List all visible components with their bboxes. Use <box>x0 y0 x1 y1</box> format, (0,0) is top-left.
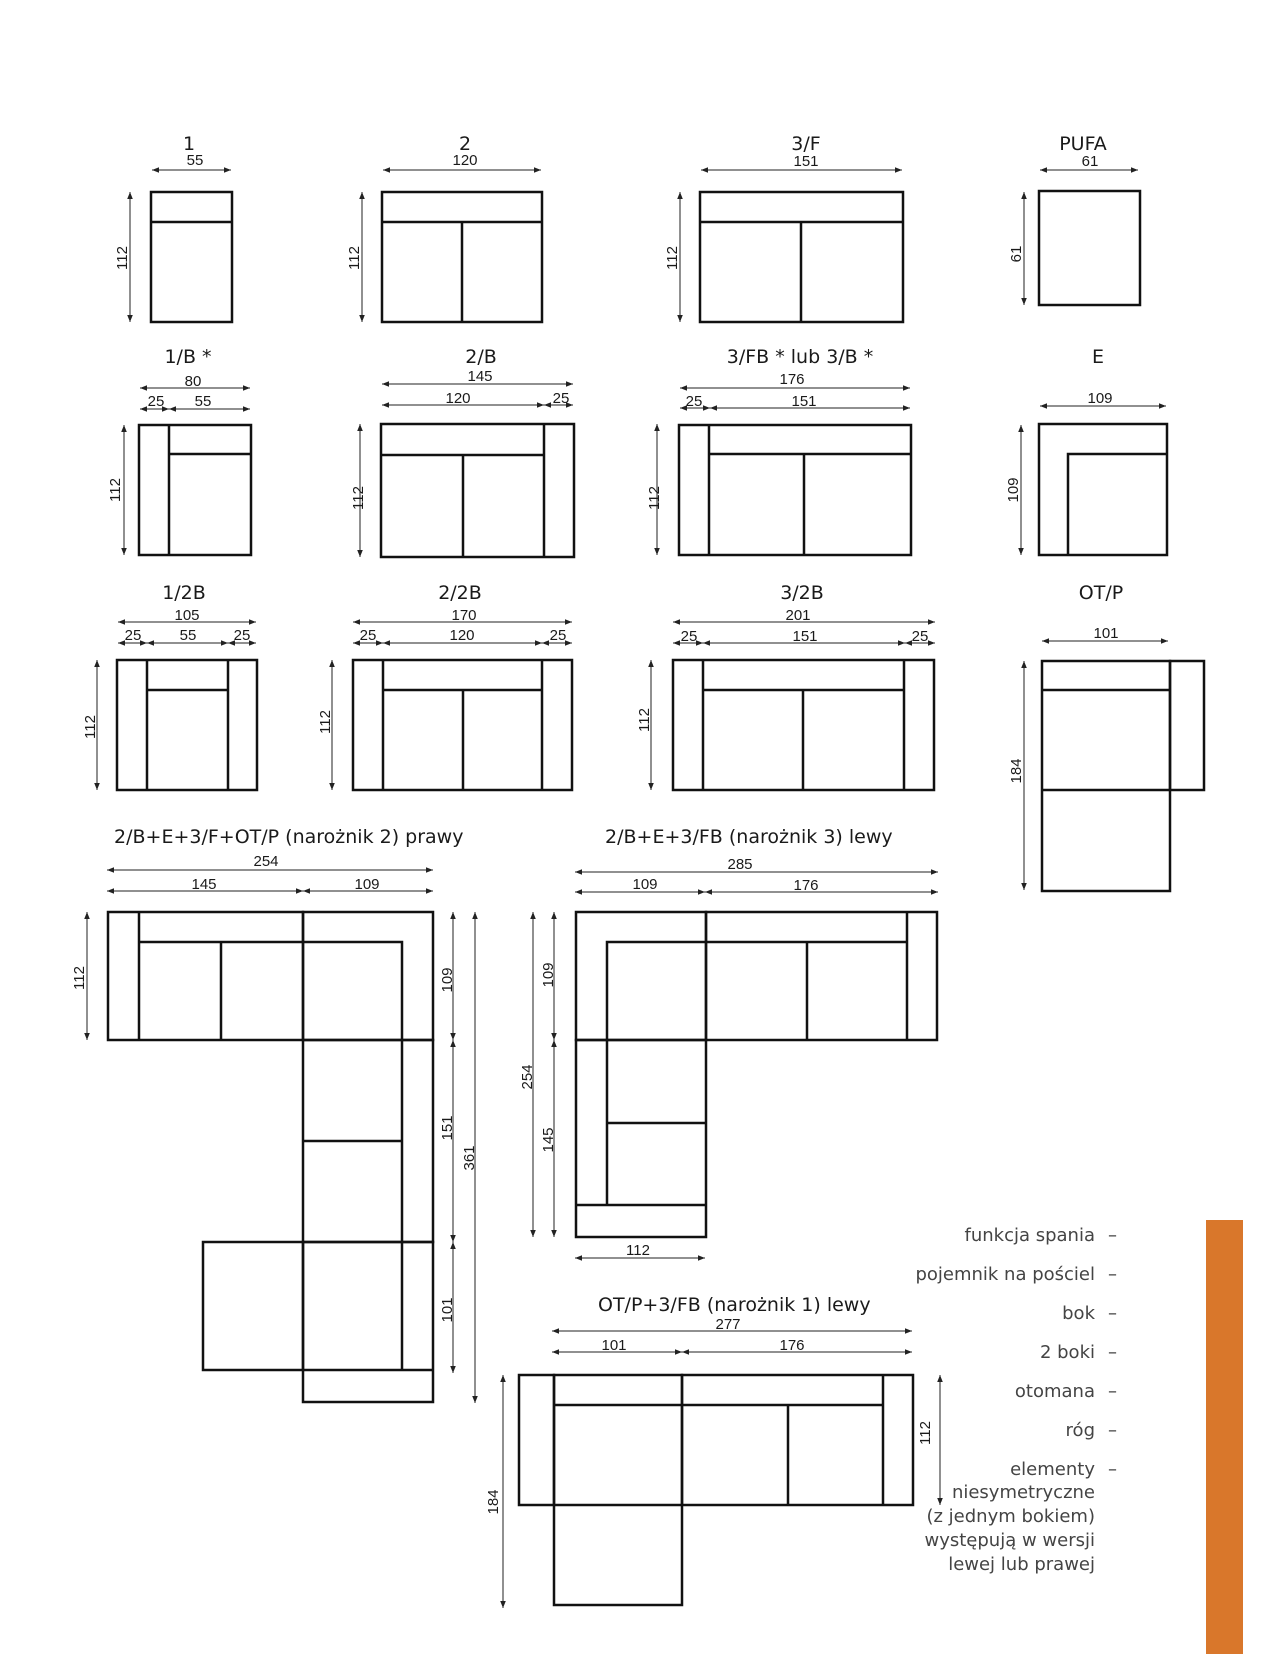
legend-item <box>915 1263 1190 1302</box>
depth-label: 112 <box>114 246 131 270</box>
legend-label: pojemnik na pościel <box>915 1264 1095 1285</box>
module-title: 2 <box>458 133 472 155</box>
legend-label: elementy <box>1010 1459 1095 1480</box>
depth-label: 112 <box>82 715 99 739</box>
legend-code: E <box>1149 1421 1161 1441</box>
depth-label: 184 <box>1008 758 1025 784</box>
width-label: 80 <box>184 373 202 390</box>
legend-item <box>930 1224 1190 1263</box>
total-width-label: 254 <box>253 853 279 870</box>
combo-corner-3-left <box>519 826 938 1259</box>
legend-code: 2B <box>1142 1343 1168 1363</box>
module-title: OT/P <box>1078 582 1124 604</box>
segment-label: 109 <box>354 876 380 893</box>
module-1b <box>107 346 251 555</box>
segment-label: 145 <box>191 876 217 893</box>
module-3f <box>664 133 903 322</box>
module-title: 3/FB * lub 3/B * <box>726 346 874 368</box>
combo-title: 2/B+E+3/F+OT/P (narożnik 2) prawy <box>114 826 464 848</box>
arm-label: 25 <box>911 628 929 645</box>
legend-item <box>930 1302 1190 1341</box>
legend-label: bok <box>1062 1303 1095 1324</box>
arm-label: 25 <box>685 393 703 410</box>
depth-label: 112 <box>317 710 334 734</box>
legend-item <box>930 1341 1190 1380</box>
segment-label: 151 <box>439 1115 456 1141</box>
legend-label: 2 boki <box>1039 1342 1095 1363</box>
module-title: 1/2B <box>162 582 206 604</box>
legend-label: otomana <box>1014 1381 1095 1402</box>
legend-dash: – <box>1108 1342 1117 1363</box>
module-title: 1/B * <box>164 346 212 368</box>
depth-label: 112 <box>636 708 653 732</box>
segment-label: 109 <box>439 967 456 993</box>
module-title: 3/F <box>791 133 821 155</box>
module-pufa <box>1008 133 1140 305</box>
module-1 <box>114 133 232 322</box>
legend-code: P <box>1148 1265 1162 1285</box>
module-2 <box>346 133 542 322</box>
module-3fb <box>646 346 911 555</box>
module-1-2b <box>82 582 257 790</box>
legend-code: F <box>1149 1226 1161 1246</box>
segment-label: 176 <box>793 877 819 894</box>
module-2b <box>350 346 574 557</box>
legend-dash: – <box>1108 1264 1117 1285</box>
legend-dash: – <box>1108 1459 1117 1480</box>
width-label: 145 <box>467 368 493 385</box>
depth-label: 112 <box>350 486 367 510</box>
legend-note-line: lewej lub prawej <box>948 1554 1095 1575</box>
legend-note <box>925 1481 1096 1577</box>
legend-accent-bar <box>1206 1220 1243 1654</box>
seat-label: 120 <box>449 627 475 644</box>
module-title: PUFA <box>1059 133 1107 155</box>
total-width-label: 285 <box>727 856 753 873</box>
seat-label: 151 <box>792 628 818 645</box>
arm-label: 25 <box>549 627 567 644</box>
legend-dash: – <box>1108 1303 1117 1324</box>
module-title: 2/2B <box>438 582 482 604</box>
legend-note-line: występują w wersji <box>924 1530 1095 1551</box>
module-title: 2/B <box>465 346 497 368</box>
total-depth-label: 361 <box>461 1145 478 1171</box>
seat-label: 55 <box>179 627 197 644</box>
depth-label: 112 <box>71 966 88 990</box>
combo-title: OT/P+3/FB (narożnik 1) lewy <box>598 1294 871 1316</box>
combo-title: 2/B+E+3/FB (narożnik 3) lewy <box>605 826 893 848</box>
arm-label: 25 <box>147 393 165 410</box>
width-label: 109 <box>1087 390 1113 407</box>
legend-dash: – <box>1108 1381 1117 1402</box>
arm-label: 25 <box>124 627 142 644</box>
legend-dash: – <box>1108 1225 1117 1246</box>
depth-label: 112 <box>107 478 124 502</box>
seat-label: 151 <box>791 393 817 410</box>
module-title: 3/2B <box>780 582 824 604</box>
legend-label: funkcja spania <box>964 1225 1095 1246</box>
seat-label: 120 <box>445 390 471 407</box>
depth-label: 112 <box>346 246 363 270</box>
module-2-2b <box>317 582 572 790</box>
depth-label: 112 <box>917 1421 934 1445</box>
module-e <box>1005 346 1167 555</box>
width-label: 55 <box>186 152 204 169</box>
legend-dash: – <box>1108 1420 1117 1441</box>
arm-label: 25 <box>680 628 698 645</box>
arm-label: 25 <box>552 390 570 407</box>
segment-label: 176 <box>779 1337 805 1354</box>
combo-corner-2-right <box>71 826 478 1403</box>
width-label: 170 <box>451 607 477 624</box>
arm-label: 25 <box>359 627 377 644</box>
width-label: 201 <box>785 607 811 624</box>
depth-label: 61 <box>1008 245 1025 263</box>
legend-code: B <box>1148 1304 1162 1324</box>
arm-label: 25 <box>233 627 251 644</box>
total-depth-label: 254 <box>519 1064 536 1090</box>
legend-code: * <box>1150 1460 1160 1480</box>
segment-label: 145 <box>540 1127 557 1153</box>
depth-label: 112 <box>646 486 663 510</box>
width-label: 176 <box>779 371 805 388</box>
width-label: 151 <box>793 153 819 170</box>
legend-note-line: (z jednym bokiem) <box>926 1506 1095 1527</box>
depth-label: 109 <box>1005 477 1022 503</box>
width-label: 101 <box>1093 625 1119 642</box>
depth-label: 112 <box>664 246 681 270</box>
legend-item <box>930 1419 1190 1458</box>
legend-item <box>924 1458 1190 1588</box>
legend-note-line: niesymetryczne <box>951 1482 1095 1503</box>
module-title: 1 <box>182 133 196 155</box>
segment-label: 101 <box>601 1337 627 1354</box>
legend-label: róg <box>1065 1420 1095 1441</box>
seat-label: 55 <box>194 393 212 410</box>
module-otp <box>1008 582 1204 891</box>
segment-label: 109 <box>632 876 658 893</box>
legend-code: OT <box>1141 1382 1169 1402</box>
segment-label: 109 <box>540 962 557 988</box>
total-depth-label: 184 <box>485 1489 502 1515</box>
combo-corner-1-left <box>485 1294 940 1608</box>
module-title: E <box>1091 346 1105 368</box>
legend-item <box>930 1380 1190 1419</box>
width-label: 61 <box>1081 153 1099 170</box>
module-3-2b <box>636 582 935 790</box>
bottom-width-label: 112 <box>626 1242 650 1259</box>
segment-label: 101 <box>439 1297 456 1323</box>
width-label: 105 <box>174 607 200 624</box>
total-width-label: 277 <box>715 1316 741 1333</box>
width-label: 120 <box>452 152 478 169</box>
